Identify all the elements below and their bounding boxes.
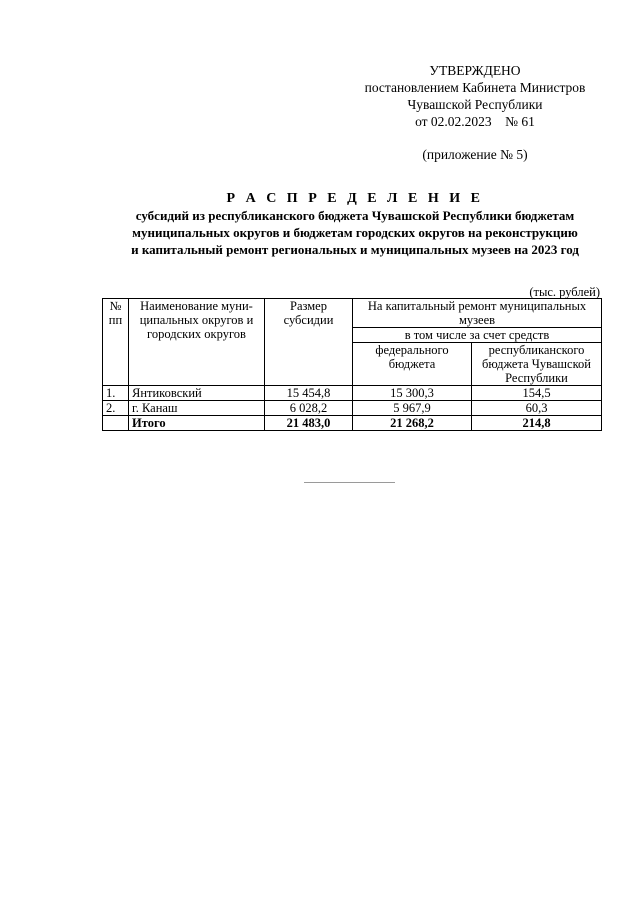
table-row xyxy=(103,401,602,416)
title-line-2: муниципальных округов и бюджетам городских округов на реконструкцию xyxy=(132,225,578,240)
units-label: (тыс. рублей) xyxy=(529,285,600,299)
title-line-1: субсидий из республиканского бюджета Чувашской Республики бюджетам xyxy=(135,208,575,223)
document-title xyxy=(100,190,610,258)
header-federal: федерального бюджета xyxy=(353,343,472,386)
header-capital-repair: На капитальный ремонт муниципальных музеев xyxy=(353,299,602,328)
row-num: 1. xyxy=(103,386,129,401)
header-size: Размер субсидии xyxy=(265,299,353,386)
total-row xyxy=(103,416,602,431)
row-republic: 154,5 xyxy=(472,386,602,401)
title-line-3: и капитальный ремонт региональных и муниципальных музеев на 2023 год xyxy=(131,242,579,257)
header-republic: республиканского бюджета Чувашской Республики xyxy=(472,343,602,386)
header-num: № пп xyxy=(103,299,129,386)
subsidy-table xyxy=(102,298,602,431)
header-name: Наименование муни-ципальных округов и городских округов xyxy=(129,299,265,386)
header-including: в том числе за счет средств xyxy=(353,328,602,343)
row-name: Янтиковский xyxy=(129,386,265,401)
row-num: 2. xyxy=(103,401,129,416)
row-federal: 5 967,9 xyxy=(353,401,472,416)
approval-block xyxy=(330,62,620,163)
approval-date-number: от 02.02.2023 № 61 xyxy=(415,114,535,129)
approval-title: УТВЕРЖДЕНО xyxy=(429,63,521,78)
row-federal: 15 300,3 xyxy=(353,386,472,401)
total-federal: 21 268,2 xyxy=(353,416,472,431)
total-republic: 214,8 xyxy=(472,416,602,431)
row-size: 15 454,8 xyxy=(265,386,353,401)
total-name: Итого xyxy=(129,416,265,431)
table-row xyxy=(103,386,602,401)
row-republic: 60,3 xyxy=(472,401,602,416)
approval-republic: Чувашской Республики xyxy=(407,97,543,112)
end-divider xyxy=(304,482,395,483)
table-header-row xyxy=(103,299,602,328)
total-num xyxy=(103,416,129,431)
spacer xyxy=(330,130,620,146)
approval-issuer: постановлением Кабинета Министров xyxy=(364,80,586,95)
row-size: 6 028,2 xyxy=(265,401,353,416)
appendix-label: (приложение № 5) xyxy=(422,147,528,162)
title-main: Р А С П Р Е Д Е Л Е Н И Е xyxy=(226,191,484,206)
total-size: 21 483,0 xyxy=(265,416,353,431)
row-name: г. Канаш xyxy=(129,401,265,416)
